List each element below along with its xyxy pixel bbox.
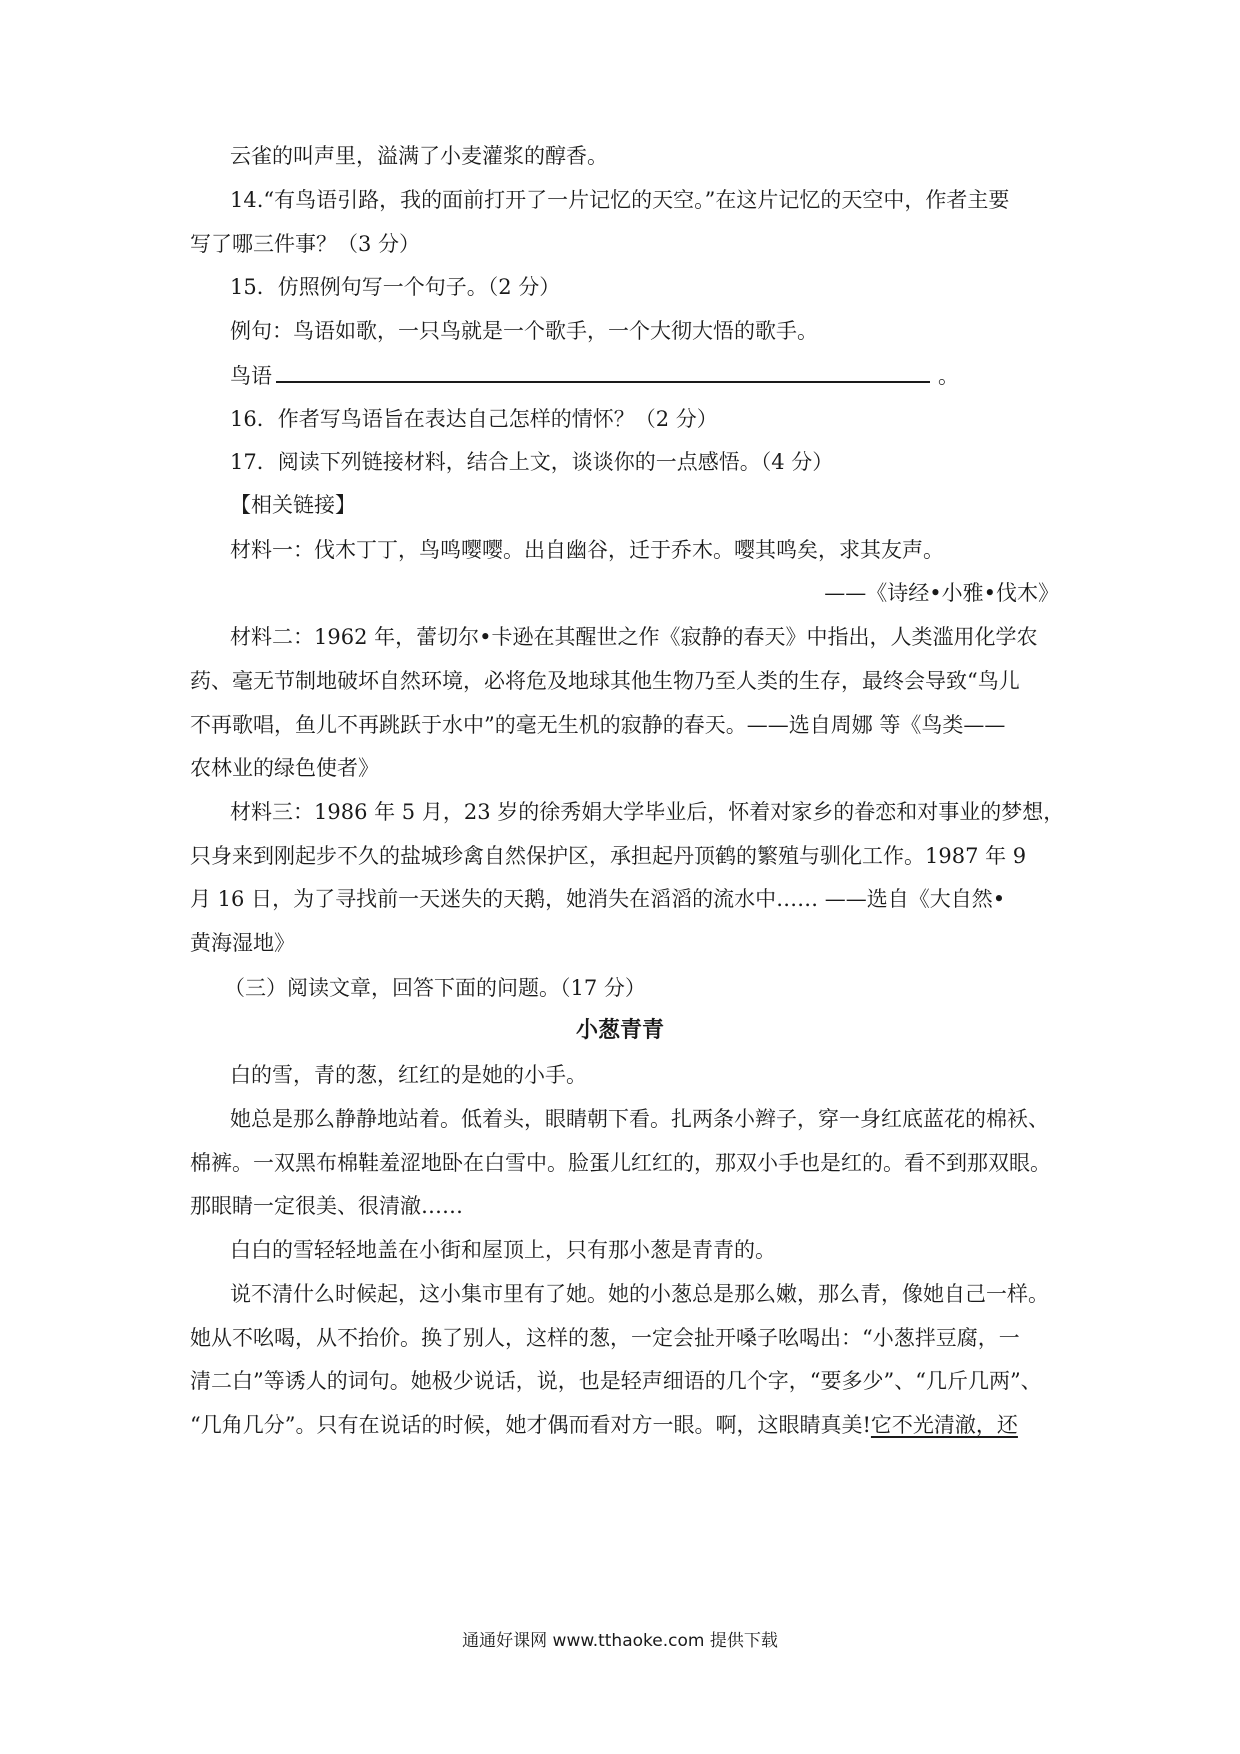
answer-blank[interactable] [276, 359, 930, 383]
paragraph-text: “几角几分”。只有在说话的时候，她才偶而看对方一眼。啊，这眼睛真美! [190, 1413, 871, 1437]
paragraph-line: 她从不吆喝，从不抬价。换了别人，这样的葱，一定会扯开嗓子吆喝出：“小葱拌豆腐，一 [190, 1326, 1020, 1350]
material-2: 材料二：1962 年，蕾切尔•卡逊在其醒世之作《寂静的春天》中指出，人类滥用化学农 [230, 625, 1038, 649]
material-1-source: ——《诗经•小雅•伐木》 [824, 581, 1059, 605]
page-footer: 通通好课网 www.tthaoke.com 提供下载 [462, 1631, 778, 1651]
material-2-line: 药、毫无节制地破坏自然环境，必将危及地球其他生物乃至人类的生存，最终会导致“鸟儿 [190, 669, 1020, 693]
paragraph-line: 棉裤。一双黑布棉鞋羞涩地卧在白雪中。脸蛋儿红红的，那双小手也是红的。看不到那双眼。 [190, 1151, 1051, 1175]
paragraph-line: 她总是那么静静地站着。低着头，眼睛朝下看。扎两条小辫子，穿一身红底蓝花的棉袄、 [230, 1107, 1049, 1131]
question-14: 14.“有鸟语引路，我的面前打开了一片记忆的天空。”在这片记忆的天空中，作者主要 [230, 188, 1010, 212]
question-17: 17．阅读下列链接材料，结合上文，谈谈你的一点感悟。（4 分） [230, 450, 834, 474]
paragraph-line [190, 1410, 1018, 1440]
underlined-sentence: 它不光清澈，还 [870, 1413, 1018, 1437]
paragraph-line: 清二白”等诱人的词句。她极少说话，说，也是轻声细语的几个字，“要多少”、“几斤几两”、 [190, 1369, 1042, 1393]
material-2-line: 农林业的绿色使者》 [190, 756, 379, 780]
example-sentence: 例句：鸟语如歌，一只鸟就是一个歌手，一个大彻大悟的歌手。 [230, 319, 818, 343]
question-15: 15．仿照例句写一个句子。（2 分） [230, 275, 561, 299]
material-3-line: 黄海湿地》 [190, 931, 295, 955]
section-3-heading: （三）阅读文章，回答下面的问题。（17 分） [224, 976, 646, 1000]
fill-prefix: 鸟语 [230, 364, 272, 388]
material-3-line: 月 16 日，为了寻找前一天迷失的天鹅，她消失在滔滔的流水中…… ——选自《大自然• [190, 887, 1006, 911]
link-header: 【相关链接】 [230, 493, 356, 517]
paragraph-line: 那眼睛一定很美、很清澈…… [190, 1194, 463, 1218]
paragraph-line: 白白的雪轻轻地盖在小街和屋顶上，只有那小葱是青青的。 [230, 1238, 776, 1262]
material-2-line: 不再歌唱，鱼儿不再跳跃于水中”的毫无生机的寂静的春天。——选自周娜 等《鸟类—— [190, 713, 1006, 737]
material-3-line: 只身来到刚起步不久的盐城珍禽自然保护区，承担起丹顶鹤的繁殖与驯化工作。1987 年 9 [190, 844, 1027, 868]
paragraph-line: 说不清什么时候起，这小集市里有了她。她的小葱总是那么嫩，那么青，像她自己一样。 [230, 1282, 1049, 1306]
question-16: 16．作者写鸟语旨在表达自己怎样的情怀？（2 分） [230, 407, 718, 431]
fill-in-line [230, 359, 959, 391]
material-1: 材料一：伐木丁丁，鸟鸣嘤嘤。出自幽谷，迁于乔木。嘤其鸣矣，求其友声。 [230, 538, 944, 562]
fill-suffix: 。 [938, 364, 959, 388]
question-14-cont: 写了哪三件事？（3 分） [190, 232, 421, 256]
material-3: 材料三：1986 年 5 月，23 岁的徐秀娟大学毕业后，怀着对家乡的眷恋和对事业的梦想， [230, 800, 1065, 824]
paragraph-line: 白的雪，青的葱，红红的是她的小手。 [230, 1063, 587, 1087]
paragraph-line: 云雀的叫声里，溢满了小麦灌浆的醇香。 [230, 144, 608, 168]
article-title: 小葱青青 [575, 1018, 664, 1043]
